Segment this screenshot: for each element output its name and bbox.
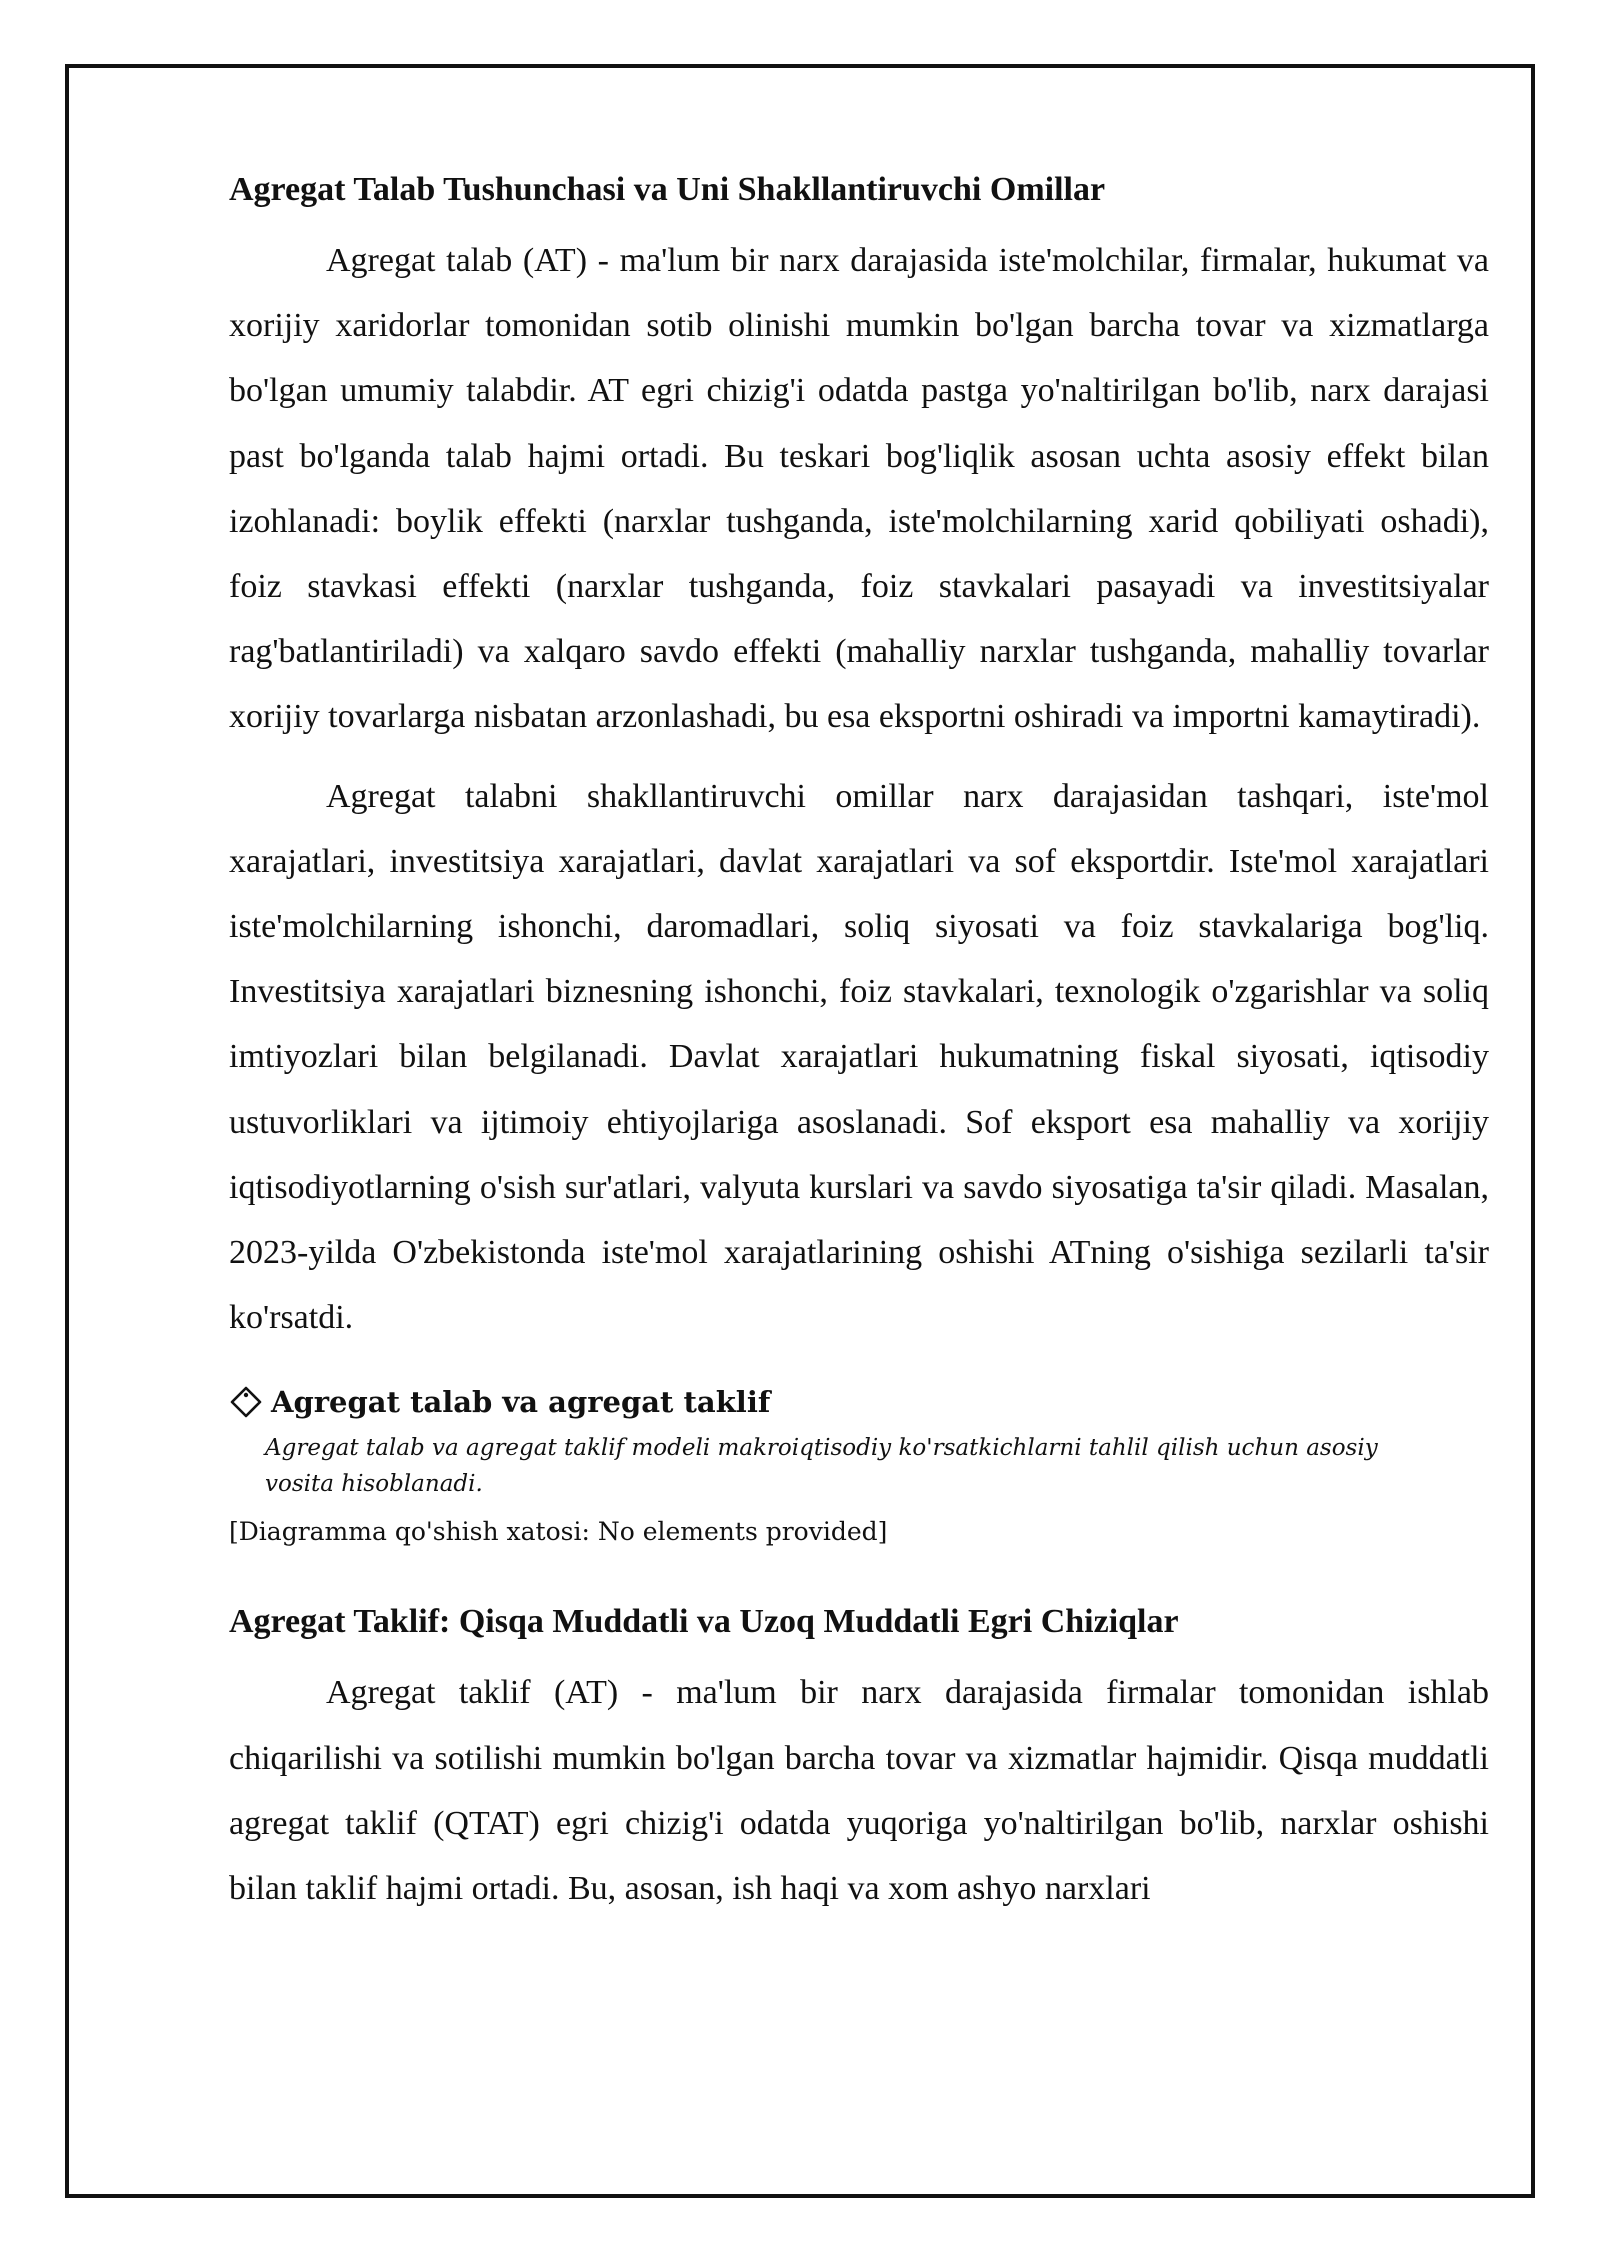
callout-text: Agregat talab va agregat taklif modeli makroiqtisodiy ko'rsatkichlarni tahlil qilish uchun asosiy vosita hisoblanadi. xyxy=(265,1435,1378,1498)
callout-title: Agregat talab va agregat taklif xyxy=(271,1385,771,1420)
section-heading: Agregat Talab Tushunchasi va Uni Shakllantiruvchi Omillar xyxy=(229,171,1106,208)
callout-header xyxy=(229,1382,1489,1422)
section-heading: Agregat Taklif: Qisqa Muddatli va Uzoq Muddatli Egri Chiziqlar xyxy=(229,1603,1179,1641)
callout-box xyxy=(229,1382,1489,1502)
diagram-error-message: [Diagramma qo'shish xatosi: No elements provided] xyxy=(229,1517,888,1547)
document-content xyxy=(229,168,1489,1935)
tag-icon xyxy=(229,1385,263,1419)
section-2 xyxy=(229,1600,1489,1921)
body-paragraph: Agregat talab (AT) - ma'lum bir narx darajasida iste'molchilar, firmalar, hukumat va xorijiy xaridorlar tomonidan sotib olinishi mumkin bo'lgan barcha tovar va xizmatlarga bo'lgan umumiy talabdir. AT egri chizig'i odatda pastga yo'naltirilgan bo'lib, narx darajasi past bo'lganda talab hajmi ortadi. Bu teskari bog'liqlik asosan uchta asosiy effekt bilan izohlanadi: boylik effekti (narxlar tushganda, iste'molchilarning xarid qobiliyati oshadi), foiz stavkasi effekti (narxlar tushganda, foiz stavkalari pasayadi va investitsiyalar rag'batlantiriladi) va xalqaro savdo effekti (mahalliy narxlar tushganda, mahalliy tovarlar xorijiy tovarlarga nisbatan arzonlashadi, bu esa eksportni oshiradi va importni kamaytiradi). xyxy=(229,242,1489,736)
body-paragraph: Agregat talabni shakllantiruvchi omillar narx darajasidan tashqari, iste'mol xarajatlari, investitsiya xarajatlari, davlat xarajatlari va sof eksportdir. Iste'mol xarajatlari iste'molchilarning ishonchi, daromadlari, soliq siyosati va foiz stavkalariga bog'liq. Investitsiya xarajatlari biznesning ishonchi, foiz stavkalari, texnologik o'zgarishlar va soliq imtiyozlari bilan belgilanadi. Davlat xarajatlari hukumatning fiskal siyosati, iqtisodiy ustuvorliklari va ijtimoiy ehtiyojlariga asoslanadi. Sof eksport esa mahalliy va xorijiy iqtisodiyotlarning o'sish sur'atlari, valyuta kurslari va savdo siyosatiga ta'sir qiladi. Masalan, 2023-yilda O'zbekistonda iste'mol xarajatlarining oshishi ATning o'sishiga sezilarli ta'sir ko'rsatdi. xyxy=(229,777,1489,1337)
body-paragraph: Agregat taklif (AT) - ma'lum bir narx darajasida firmalar tomonidan ishlab chiqarilishi va sotilishi mumkin bo'lgan barcha tovar va xizmatlar hajmidir. Qisqa muddatli agregat taklif (QTAT) egri chizig'i odatda yuqoriga yo'naltirilgan bo'lib, narxlar oshishi bilan taklif hajmi ortadi. Bu, asosan, ish haqi va xom ashyo narxlari xyxy=(229,1674,1489,1908)
